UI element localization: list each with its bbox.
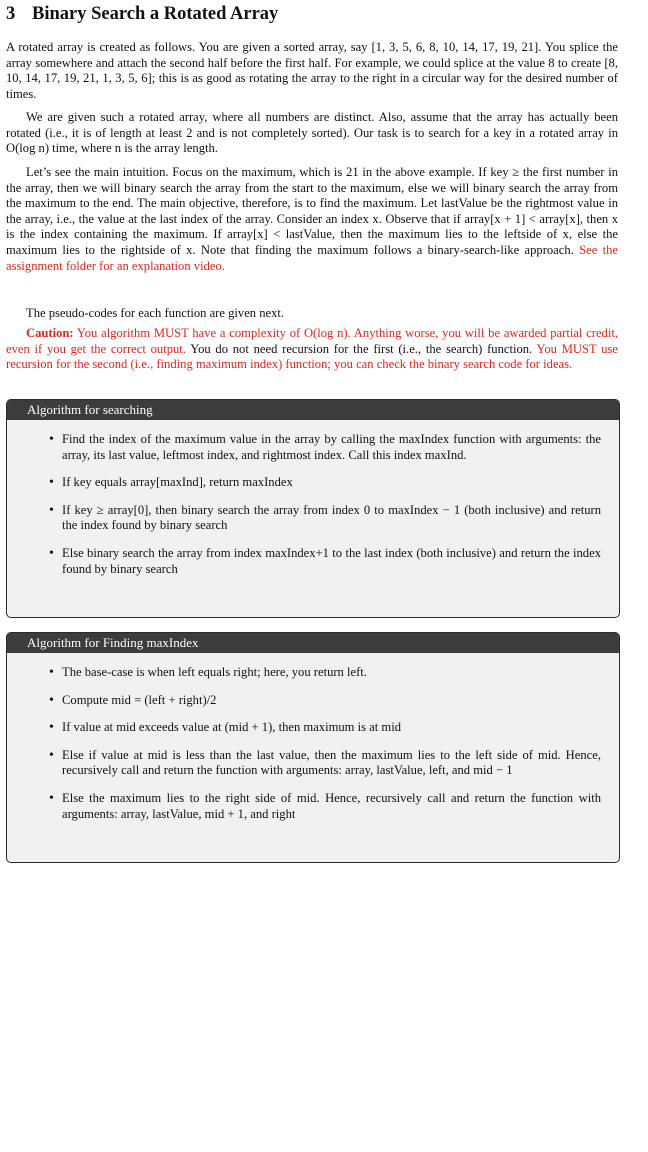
section-number: 3 [6, 4, 16, 24]
caution-recursion-required: You MUST use recursion for the second (i.e., finding maximum index) function; you can check the binary search code for ideas. [6, 341, 618, 372]
paragraph-intro: A rotated array is created as follows. You are given a sorted array, say [1, 3, 5, 6, 8, 10, 14, 17, 19, 21]. You splice the array somewhere and attach the second half before the first half. For example, we could splice at the value 8 to create [8, 10, 14, 17, 19, 21, 1, 3, 5, 6]; this is as good as rotating the array to the right in a circular way for the desired number of times. [6, 40, 618, 101]
list-item: • Else the maximum lies to the right side of mid. Hence, recursively call and return the function with arguments: array, lastValue, mid + 1, and right [49, 790, 601, 821]
list-item: • If value at mid exceeds value at (mid + 1), then maximum is at mid [49, 720, 401, 736]
algorithm-search-title: Algorithm for searching [7, 400, 619, 420]
intuition-text: Let’s see the main intuition. Focus on the maximum, which is 21 in the above example. If key ≥ the first number in the array, then we will binary search the array from the start to the maximum, else we will binary search the array from the maximum to the end. The main objective, therefore, is to find the maximum. Let lastValue be the rightmost value in the array, i.e., the value at the last index of the array. Consider an index x. Observe that if array[x + 1] < array[x], then x is the index containing the maximum. If array[x] < lastValue, then the maximum lies to the leftside of x, else the maximum lies to the rightside of x. Note that finding the maximum follows a binary-search-like approach. [6, 165, 618, 257]
caution-recursion-note: You do not need recursion for the first (i.e., the search) function. [190, 341, 533, 356]
list-item: • If key equals array[maxInd], return maxIndex [49, 475, 293, 491]
bullet-icon: • [49, 665, 54, 680]
paragraph-caution [6, 326, 618, 373]
list-item: • Find the index of the maximum value in the array by calling the maxIndex function with arguments: the array, its last value, leftmost index, and rightmost index. Call this index maxInd. [49, 432, 601, 462]
list-item: • If key ≥ array[0], then binary search the array from index 0 to maxIndex − 1 (both inclusive) and return the index found by binary search [49, 502, 601, 533]
bullet-icon: • [49, 747, 54, 763]
list-item: • Compute mid = (left + right)/2 [49, 692, 217, 708]
algorithm-search-box [6, 399, 620, 618]
bullet-icon: • [49, 432, 54, 447]
bullet-icon: • [49, 692, 54, 708]
section-heading [6, 4, 278, 25]
list-item: • The base-case is when left equals right; here, you return left. [49, 665, 367, 680]
caution-label: Caution: [26, 326, 74, 340]
bullet-icon: • [49, 475, 54, 491]
algorithm-search-list [7, 432, 619, 577]
paragraph-intuition [6, 165, 618, 274]
video-note: See the assignment folder for an explanation video. [6, 242, 618, 273]
bullet-icon: • [49, 502, 54, 518]
bullet-icon: • [49, 545, 54, 561]
bullet-icon: • [49, 720, 54, 736]
bullet-icon: • [49, 790, 54, 806]
list-item: • Else binary search the array from index maxIndex+1 to the last index (both inclusive) and return the index found by binary search [49, 545, 601, 576]
caution-complexity: You algorithm MUST have a complexity of O(log n). Anything worse, you will be awarded partial credit, even if you get the correct output. [6, 326, 618, 356]
algorithm-maxindex-title: Algorithm for Finding maxIndex [7, 633, 619, 653]
paragraph-task: We are given such a rotated array, where all numbers are distinct. Also, assume that the array has actually been rotated (i.e., it is of length at least 2 and is not completely sorted). Our task is to search for a key in a rotated array in O(log n) time, where n is the array length. [6, 110, 618, 156]
section-title: Binary Search a Rotated Array [32, 4, 279, 24]
list-item: • Else if value at mid is less than the last value, then the maximum lies to the left side of mid. Hence, recursively call and return the function with arguments: array, lastValue, left, and mid − 1 [49, 747, 601, 778]
algorithm-maxindex-box [6, 632, 620, 863]
paragraph-pseudocode-intro: The pseudo-codes for each function are given next. [26, 306, 285, 320]
algorithm-maxindex-list [7, 665, 619, 822]
